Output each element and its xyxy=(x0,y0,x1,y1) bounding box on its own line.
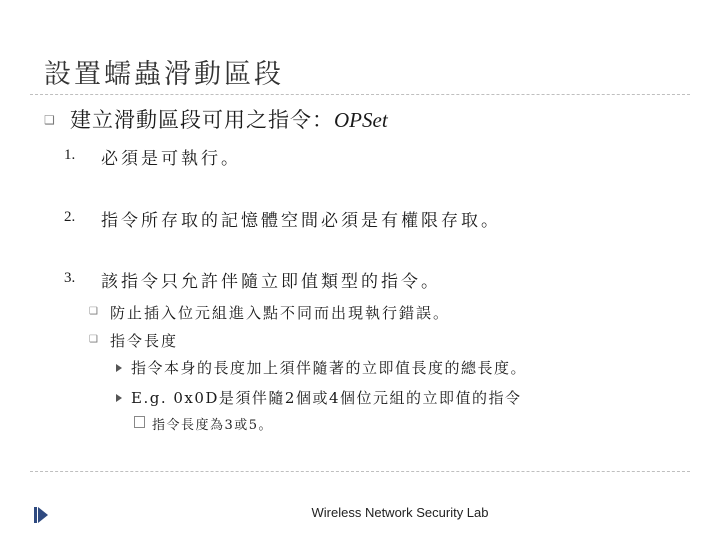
square-bullet-icon: ❑ xyxy=(89,334,98,345)
title-divider xyxy=(30,94,690,95)
numbered-item-2: 指令所存取的記憶體空間必須是有權限存取。 xyxy=(101,211,501,231)
list-number-1: 1. xyxy=(64,147,76,163)
square-bullet-icon: ❑ xyxy=(44,113,55,127)
slide-title: 設置蠕蟲滑動區段 xyxy=(44,59,284,90)
length-detail-1: 指令本身的長度加上須伴隨著的立即值長度的總長度。 xyxy=(131,359,528,377)
sub-point-1: 防止插入位元組進入點不同而出現執行錯誤。 xyxy=(110,304,451,322)
list-number-3: 3. xyxy=(64,270,76,286)
square-bullet-icon: ❑ xyxy=(89,306,98,317)
numbered-item-3: 該指令只允許伴隨立即值類型的指令。 xyxy=(101,272,441,292)
length-note: 指令長度為3或5。 xyxy=(152,418,274,433)
footer-divider xyxy=(30,471,690,472)
sub-point-2: 指令長度 xyxy=(110,332,179,350)
footer-text: Wireless Network Security Lab xyxy=(311,505,489,520)
list-number-2: 2. xyxy=(64,209,76,225)
main-point-command: OPSet xyxy=(334,108,388,132)
numbered-item-1: 必須是可執行。 xyxy=(101,149,241,169)
length-detail-2: E.g. 0x0D是須伴隨2個或4個位元組的立即值的指令 xyxy=(131,389,522,407)
main-point-text: 建立滑動區段可用之指令： xyxy=(70,108,334,132)
main-point xyxy=(70,104,388,134)
box-bullet-icon xyxy=(134,416,145,428)
triangle-bullet-icon xyxy=(116,394,122,402)
triangle-bullet-icon xyxy=(116,364,122,372)
